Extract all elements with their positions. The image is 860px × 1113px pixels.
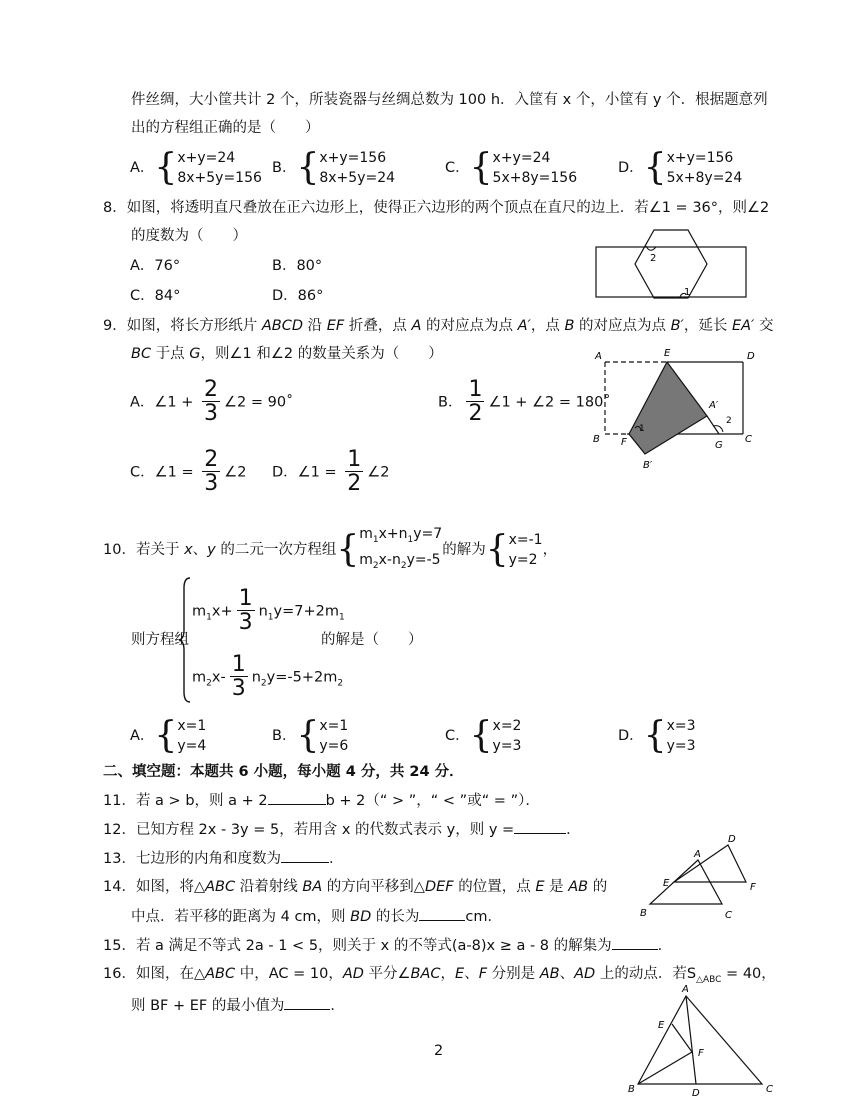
q8-option-b[interactable]: B．80° <box>272 258 323 274</box>
q8-figure <box>590 224 750 304</box>
q13-answer-blank[interactable] <box>281 848 329 863</box>
q7-option-b[interactable]: B．{x+y=156 8x+5y=24 <box>272 147 396 188</box>
q7-line1: 件丝绸，大小筐共计 2 个，所装瓷器与丝绸总数为 100 h．入筐有 x 个，小筐有 y 个．根据题意列 <box>131 92 768 108</box>
q9-option-c[interactable]: C．∠1 = $\frac{2}{3}$ ∠2 <box>130 447 247 496</box>
q9-label-d: D <box>747 351 755 362</box>
q10-big-brace <box>178 576 192 704</box>
q16-label-a: A <box>682 984 689 995</box>
q16-label-f: F <box>698 1048 704 1059</box>
q14-answer-blank[interactable] <box>419 906 465 921</box>
q10-tail: 的解是（ ） <box>321 632 423 648</box>
q9-label-1: 1 <box>639 424 645 434</box>
page-number: 2 <box>434 1043 444 1059</box>
q9-option-b[interactable]: B． $\frac{1}{2}$ ∠1 + ∠2 = 180˚ <box>438 377 611 426</box>
q16-label-c: C <box>766 1084 773 1095</box>
q9-label-2: 2 <box>726 416 732 426</box>
q10-option-b[interactable]: B．{x=1 y=6 <box>272 715 349 756</box>
q10-option-a[interactable]: A．{x=1 y=4 <box>130 715 207 756</box>
q8-ruler <box>596 247 746 297</box>
q9-label-a: A <box>595 351 602 362</box>
q16-label-e: E <box>658 1020 665 1031</box>
q10-line1: 10．若关于 x、y 的二元一次方程组{$m_1x+n_1y=7$ $m_2x-n_2y=-5$的解为{x=-1 y=2， <box>103 526 558 571</box>
q15-answer-blank[interactable] <box>612 935 658 950</box>
q14-label-c: C <box>725 910 732 921</box>
q8-label-1: 1 <box>684 287 691 298</box>
q14-triangle-def <box>674 845 746 882</box>
q16-label-d: D <box>692 1088 700 1098</box>
q12-answer-blank[interactable] <box>514 819 566 834</box>
q9-label-g: G <box>715 440 723 451</box>
q10-option-c[interactable]: C．{x=2 y=3 <box>445 715 522 756</box>
q15: 15．若 a 满足不等式 2a - 1 < 5，则关于 x 的不等式(a-8)x ≥ a - 8 的解集为 ． <box>103 935 672 956</box>
q9-figure <box>585 344 760 472</box>
q8-line2: 的度数为（ ） <box>131 228 247 244</box>
q9-label-b: B <box>593 434 600 445</box>
q14-label-b: B <box>640 908 647 919</box>
section-2-heading: 二、填空题：本题共 6 小题，每小题 4 分，共 24 分． <box>103 764 464 780</box>
q10-option-d[interactable]: D．{x=3 y=3 <box>618 715 696 756</box>
q14-line1: 14．如图，将△ABC 沿着射线 BA 的方向平移到△DEF 的位置，点 E 是 AB 的 <box>103 879 608 895</box>
q9-label-a-prime: A′ <box>709 400 719 411</box>
q16-answer-blank[interactable] <box>284 995 330 1010</box>
q7-line2: 出的方程组正确的是（ ） <box>131 120 320 136</box>
q16-figure <box>626 982 780 1098</box>
q13: 13．七边形的内角和度数为 ． <box>103 848 343 869</box>
q10-big-eq1: $m_1x+$ $\frac{1}{3}$ $n_1y=7+2m_1$ <box>192 586 345 635</box>
q16-segment-ef <box>672 1024 692 1052</box>
q9-line2: BC 于点 G，则∠1 和∠2 的数量关系为（ ） <box>131 346 443 362</box>
q16-line2: 则 BF + EF 的最小值为 ． <box>131 995 345 1016</box>
q7-option-d[interactable]: D．{x+y=156 5x+8y=24 <box>618 147 743 188</box>
q9-label-c: C <box>745 434 752 445</box>
q8-option-a[interactable]: A．76° <box>130 258 181 274</box>
q8-label-2: 2 <box>650 253 657 264</box>
q8-hexagon <box>635 230 707 298</box>
q14-label-d: D <box>728 834 736 845</box>
q9-option-d[interactable]: D．∠1 = $\frac{1}{2}$ ∠2 <box>272 447 390 496</box>
q16-label-b: B <box>628 1084 635 1095</box>
q14-line2: 中点．若平移的距离为 4 cm，则 BD 的长为 cm． <box>131 906 502 927</box>
q14-label-a: A <box>694 849 701 860</box>
q16-triangle-abc <box>638 996 762 1084</box>
q14-figure <box>636 830 770 922</box>
q12: 12．已知方程 2x - 3y = 5，若用含 x 的代数式表示 y，则 y = ． <box>103 819 581 840</box>
q10-then: 则方程组 <box>131 632 189 648</box>
q8-option-d[interactable]: D．86° <box>272 288 324 304</box>
q11: 11．若 a > b，则 a + 2 b + 2（“ > ”，“ < ”或“ = ”）． <box>103 790 540 811</box>
q7-option-c[interactable]: C．{x+y=24 5x+8y=156 <box>445 147 578 188</box>
q16-line1: 16．如图，在△ABC 中，AC = 10，AD 平分∠BAC，E、F 分别是 AB、AD 上的动点．若$S_{\triangle ABC} = 40$， <box>103 966 776 985</box>
q7-option-a[interactable]: A．{x+y=24 8x+5y=156 <box>130 147 262 188</box>
q9-folded-part <box>629 362 707 454</box>
q9-option-a[interactable]: A．∠1 + $\frac{2}{3}$ ∠2 = 90˚ <box>130 377 294 426</box>
q8-option-c[interactable]: C．84° <box>130 288 181 304</box>
q9-extension <box>707 416 719 434</box>
q14-label-e: E <box>663 878 670 889</box>
q8-line1: 8．如图，将透明直尺叠放在正六边形上，使得正六边形的两个顶点在直尺的边上．若∠1 = 36°，则∠2 <box>103 200 770 216</box>
q14-label-f: F <box>750 882 756 893</box>
q11-answer-blank[interactable] <box>268 790 326 805</box>
q9-label-f: F <box>621 437 627 448</box>
q9-label-e: E <box>664 348 671 359</box>
q10-big-eq2: $m_2x-$ $\frac{1}{3}$ $n_2y=-5+2m_2$ <box>192 652 344 701</box>
q9-line1: 9．如图，将长方形纸片 ABCD 沿 EF 折叠，点 A 的对应点为点 A′，点 B 的对应点为点 B′，延长 EA′ 交 <box>103 318 774 334</box>
q9-label-b-prime: B′ <box>643 460 653 471</box>
q16-bisector-ad <box>686 996 696 1084</box>
